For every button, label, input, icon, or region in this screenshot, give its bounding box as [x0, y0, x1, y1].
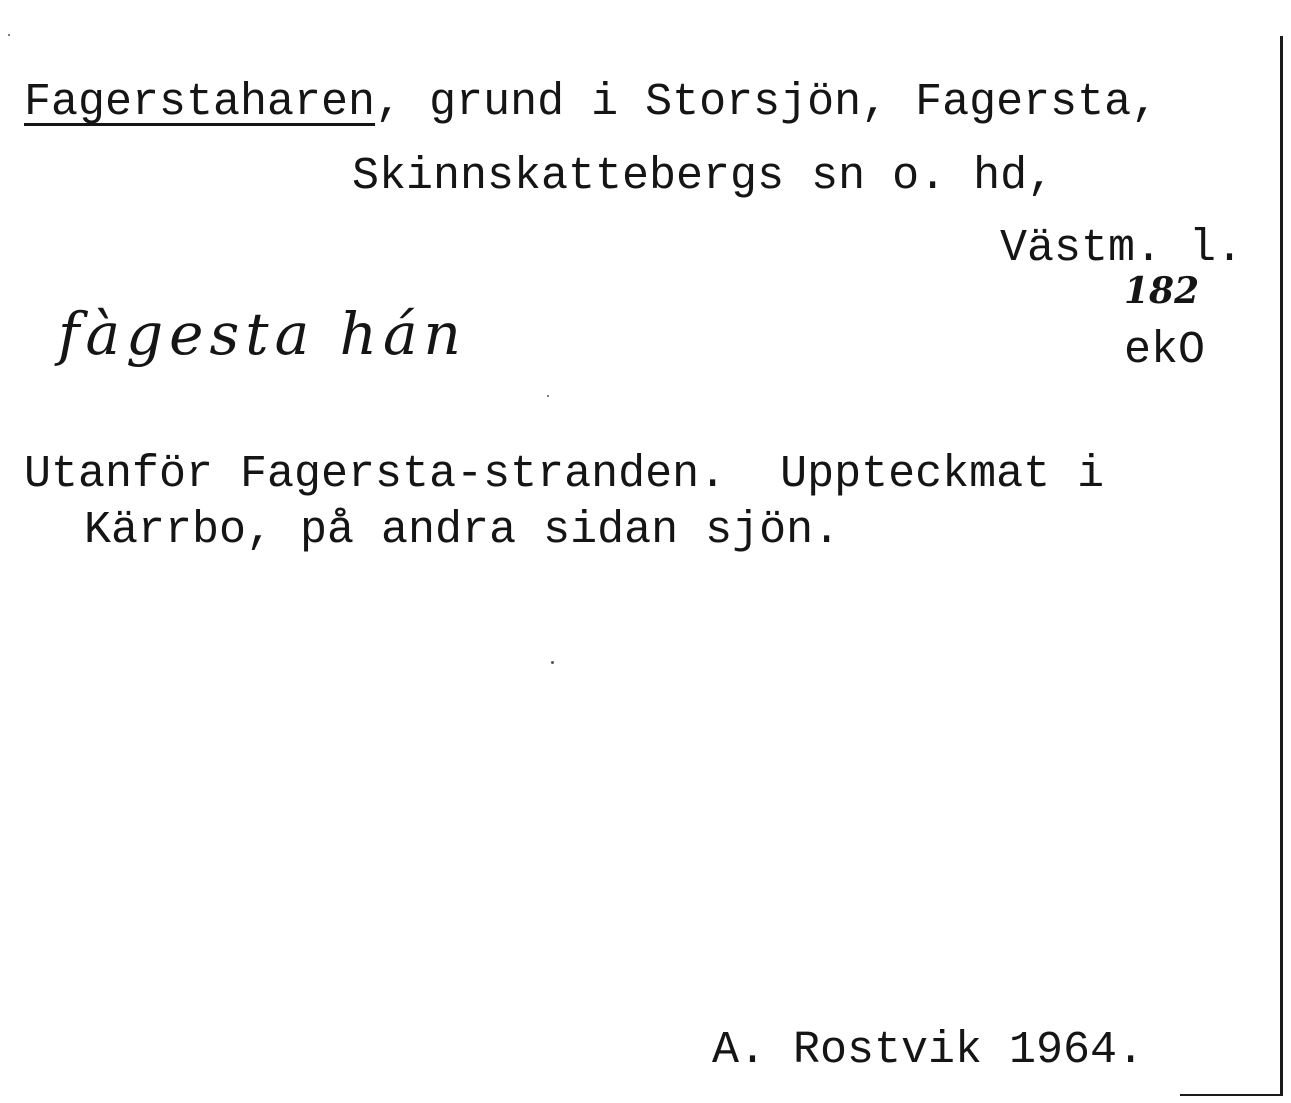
code: ekO — [1124, 325, 1206, 376]
entry-line-1 — [24, 77, 1159, 128]
card-bottom-edge — [1180, 1094, 1283, 1096]
paper-speck — [551, 661, 554, 664]
entry-line-1-rest: , grund i Storsjön, Fagersta, — [375, 77, 1159, 128]
handwritten-pronunciation: fàgesta hán — [58, 300, 467, 368]
paper-speck — [8, 34, 10, 36]
entry-line-2: Skinnskattebergs sn o. hd, — [352, 151, 1055, 202]
handwritten-number: 182 — [1124, 270, 1200, 312]
paper-speck — [547, 395, 549, 397]
note-line-2: Kärrbo, på andra sidan sjön. — [84, 505, 841, 556]
headword: Fagerstaharen — [24, 77, 376, 128]
card-right-edge — [1280, 36, 1283, 1096]
entry-line-3: Västm. l. — [1000, 223, 1244, 274]
signature: A. Rostvik 1964. — [712, 1025, 1145, 1076]
note-line-1: Utanför Fagersta-stranden. Uppteckmat i — [24, 449, 1105, 500]
